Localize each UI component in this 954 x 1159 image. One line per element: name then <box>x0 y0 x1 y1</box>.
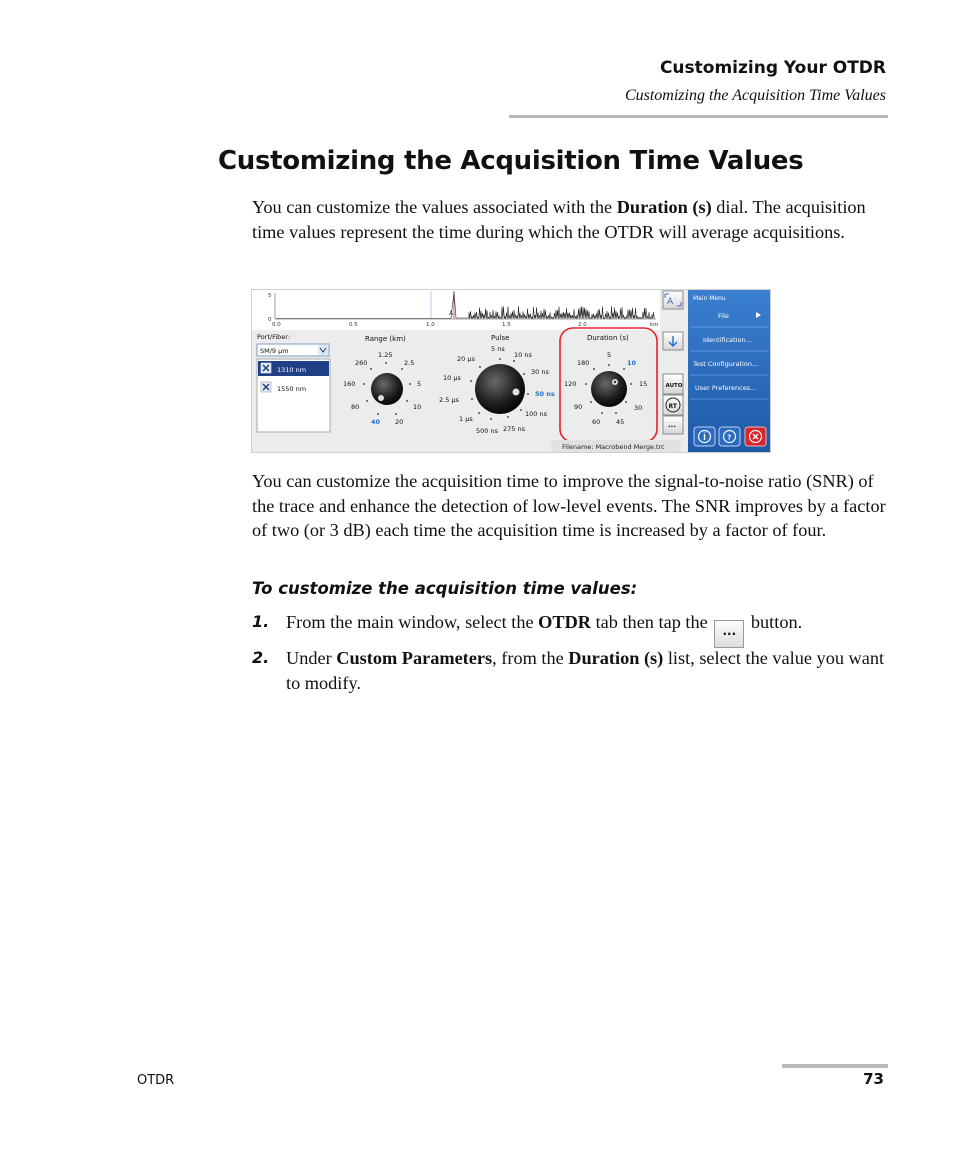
dial-label: 5 <box>607 351 612 359</box>
trace-graph[interactable] <box>252 290 660 330</box>
dial-tick <box>401 368 403 370</box>
x-tick: 0.5 <box>349 322 358 328</box>
svg-text:RT: RT <box>668 403 677 410</box>
dial-label: 2.5 µs <box>439 396 459 404</box>
dial-label: 90 <box>574 403 583 411</box>
step-2 <box>252 646 886 698</box>
dial-tick <box>507 416 509 418</box>
dial-label: 275 ns <box>503 425 525 433</box>
dial-label: 180 <box>577 359 590 367</box>
fiber-select-value: SM/9 µm <box>260 347 289 355</box>
dial-label: 5 <box>417 380 422 388</box>
procedure-title: To customize the acquisition time values: <box>252 579 638 598</box>
dial-tick <box>471 398 473 400</box>
dial-label: 30 <box>634 404 643 412</box>
more-button-icon: ... <box>714 620 744 648</box>
dial-label: 260 <box>355 359 368 367</box>
dial-label: 30 ns <box>531 368 549 376</box>
x-tick: 1.5 <box>502 322 511 328</box>
dial-tick <box>590 401 592 403</box>
dial-label: 100 ns <box>525 410 547 418</box>
dial-label: 45 <box>616 418 625 426</box>
x-tick: 2.0 <box>578 322 587 328</box>
step-number: 1. <box>252 612 270 631</box>
dial-label: 1.25 <box>378 351 393 359</box>
dial-label: 1 µs <box>459 415 473 423</box>
y-tick: 5 <box>268 293 272 299</box>
dial-tick <box>630 383 632 385</box>
dial-tick <box>593 368 595 370</box>
dial-tick <box>585 383 587 385</box>
otdr-screenshot <box>251 289 771 453</box>
dial-label: 160 <box>343 380 356 388</box>
dial-label: 80 <box>351 403 360 411</box>
close-icon[interactable] <box>745 427 766 446</box>
step-text: Under Custom Parameters, from the Duration (s) list, select the value you want to modify. <box>286 648 885 693</box>
dial-tick <box>470 380 472 382</box>
dial-tick <box>478 412 480 414</box>
realtime-button[interactable] <box>663 395 683 415</box>
dial-tick <box>608 364 610 366</box>
help-icon[interactable] <box>719 427 740 446</box>
dial-label: 15 <box>639 380 648 388</box>
duration-title: Duration (s) <box>587 334 629 342</box>
menu-item-identification[interactable]: Identification... <box>703 336 752 344</box>
x-unit: km <box>650 322 659 328</box>
footer-rule <box>782 1064 888 1068</box>
menu-item-user-preferences[interactable]: User Preferences... <box>695 384 757 392</box>
wavelength-label: 1310 nm <box>277 366 307 374</box>
section-heading: Customizing the Acquisition Time Values <box>218 146 804 176</box>
dial-tick <box>406 400 408 402</box>
dial-tick <box>395 413 397 415</box>
x-tick: 0.0 <box>272 322 281 328</box>
dial-label: 10 <box>627 359 637 367</box>
main-menu-title: Main Menu <box>693 295 726 302</box>
footer-product: OTDR <box>137 1073 175 1088</box>
dial-tick <box>615 412 617 414</box>
dial-label: 120 <box>564 380 577 388</box>
running-header-title: Customizing Your OTDR <box>659 58 886 78</box>
x-tick: 1.0 <box>426 322 435 328</box>
dial-tick <box>409 383 411 385</box>
intro-paragraph: You can customize the values associated with the Duration (s) dial. The acquisition time values represent the time during which the OTDR will average acquisitions. <box>252 197 866 242</box>
filename: Filename: Macrobend Merge.trc <box>562 443 665 451</box>
pulse-title: Pulse <box>491 334 510 342</box>
running-header-subtitle: Customizing the Acquisition Time Values <box>624 87 886 104</box>
dial-label: 2.5 <box>404 359 415 367</box>
dial-tick <box>385 362 387 364</box>
dial-label: 500 ns <box>476 427 498 435</box>
port-fiber-label: Port/Fiber: <box>257 333 291 341</box>
svg-text:A: A <box>667 297 674 307</box>
dial-label: 60 <box>592 418 601 426</box>
menu-item-test-configuration[interactable]: Test Configuration... <box>693 360 759 368</box>
auto-button[interactable] <box>663 374 683 394</box>
dial-tick <box>363 383 365 385</box>
dial-tick <box>623 368 625 370</box>
svg-text:AUTO: AUTO <box>665 383 683 389</box>
info-icon[interactable] <box>694 427 715 446</box>
step-1 <box>252 610 886 640</box>
dial-tick <box>527 393 529 395</box>
svg-text:...: ... <box>668 421 676 429</box>
dial-tick <box>370 368 372 370</box>
step-text: From the main window, select the OTDR tab then tap the ... button. <box>286 610 886 648</box>
y-tick: 0 <box>268 317 272 323</box>
dial-tick <box>377 413 379 415</box>
dial-tick <box>490 418 492 420</box>
dial-tick <box>366 400 368 402</box>
dial-label: 50 ns <box>535 390 555 398</box>
range-dial[interactable] <box>371 373 403 405</box>
more-options-button[interactable] <box>663 416 683 434</box>
dial-label: 10 ns <box>514 351 532 359</box>
page-number: 73 <box>863 1070 884 1088</box>
dial-tick <box>520 409 522 411</box>
dial-label: 20 µs <box>457 355 475 363</box>
wavelength-label: 1550 nm <box>277 385 307 393</box>
dial-tick <box>499 358 501 360</box>
dial-label: 20 <box>395 418 404 426</box>
dial-tick <box>513 360 515 362</box>
snr-paragraph: You can customize the acquisition time to improve the signal-to-noise ratio (SNR) of the trace and enhance the detection of low-level events. The SNR improves by a factor of two (or 3 dB) each time the acquisition time is increased by a factor of four. <box>252 471 886 540</box>
header-rule <box>509 115 888 118</box>
svg-text:?: ? <box>727 433 732 442</box>
zoom-icon[interactable] <box>663 291 683 309</box>
dial-label: 40 <box>371 418 381 426</box>
dial-label: 5 ns <box>491 345 505 353</box>
dial-tick <box>479 366 481 368</box>
duration-dial[interactable] <box>591 371 627 407</box>
dial-label: 10 <box>413 403 422 411</box>
range-title: Range (km) <box>365 335 406 343</box>
marker-a: A <box>449 310 454 317</box>
step-number: 2. <box>252 648 270 667</box>
dial-tick <box>601 412 603 414</box>
dial-label: 10 µs <box>443 374 461 382</box>
dial-tick <box>625 401 627 403</box>
menu-item-file[interactable]: File <box>718 312 729 320</box>
arrow-down-icon[interactable] <box>663 332 683 350</box>
dial-tick <box>523 373 525 375</box>
